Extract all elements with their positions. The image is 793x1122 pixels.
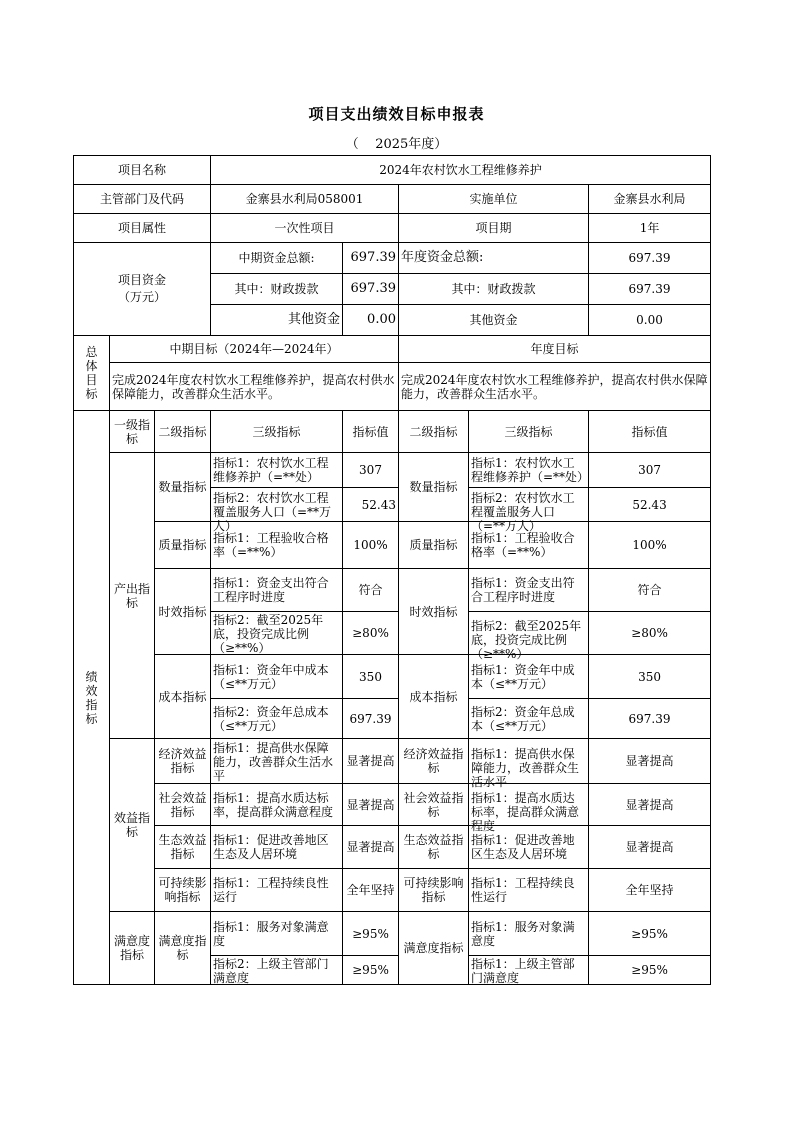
annual-indicator: 指标1：农村饮水工程维修养护（=**处）	[469, 453, 589, 488]
overall-goal-label: 总 体 目 标	[74, 336, 110, 411]
performance-form-table	[73, 155, 711, 985]
department-label: 主管部门及代码	[74, 185, 211, 214]
annual-indicator: 指标1：提高供水保障能力，改善群众生活水平	[469, 739, 589, 784]
mid-indicator: 指标1：工程验收合格率（=**%）	[211, 522, 343, 569]
annual-indicator-value: ≥95%	[589, 912, 711, 956]
header-level1: 一级指标	[110, 411, 155, 453]
mid-indicator: 指标1：提高水质达标率，提高群众满意程度	[211, 784, 343, 826]
mid-indicator-value: 显著提高	[343, 784, 399, 826]
annual-indicator: 指标2：农村饮水工程覆盖服务人口（=**万人）	[469, 488, 589, 522]
implementer-label: 实施单位	[399, 185, 589, 214]
header-level3-annual: 三级指标	[469, 411, 589, 453]
mid-fiscal-value: 697.39	[343, 274, 399, 305]
mid-indicator-value: 697.39	[343, 699, 399, 739]
annual-indicator-value: 697.39	[589, 699, 711, 739]
annual-indicator-value: 显著提高	[589, 784, 711, 826]
category-quantity: 数量指标	[155, 453, 211, 522]
mid-other-value: 0.00	[343, 305, 399, 336]
mid-indicator-value: 全年坚持	[343, 869, 399, 912]
mid-indicator-value: ≥95%	[343, 912, 399, 956]
annual-indicator: 指标1：提高水质达标率，提高群众满意程度	[469, 784, 589, 826]
annual-indicator-value: ≥95%	[589, 956, 711, 985]
category-quality-annual: 质量指标	[399, 522, 469, 569]
mid-indicator-value: ≥80%	[343, 612, 399, 655]
category-timeliness-annual: 时效指标	[399, 569, 469, 655]
annual-indicator-value: 符合	[589, 569, 711, 612]
category-economic-annual: 经济效益指标	[399, 739, 469, 784]
annual-indicator: 指标2：截至2025年底，投资完成比例（≥**%）	[469, 612, 589, 655]
category-quantity-annual: 数量指标	[399, 453, 469, 522]
satisfaction-indicator-label: 满意度指标	[110, 912, 155, 985]
mid-indicator-value: 100%	[343, 522, 399, 569]
mid-indicator: 指标1：服务对象满意度	[211, 912, 343, 956]
department-value: 金寨县水利局058001	[211, 185, 399, 214]
mid-indicator: 指标2：农村饮水工程覆盖服务人口（=**万人）	[211, 488, 343, 522]
category-sustainable-annual: 可持续影响指标	[399, 869, 469, 912]
annual-goal-text: 完成2024年度农村饮水工程维修养护，提高农村供水保障能力，改善群众生活水平。	[399, 363, 711, 411]
funds-label: 项目资金 （万元）	[74, 243, 211, 336]
output-indicator-label: 产出指标	[110, 453, 155, 739]
header-value: 指标值	[343, 411, 399, 453]
mid-indicator-value: 307	[343, 453, 399, 488]
effect-indicator-label: 效益指标	[110, 739, 155, 912]
category-satisfaction-annual: 满意度指标	[399, 912, 469, 985]
header-level2: 二级指标	[155, 411, 211, 453]
mid-indicator-value: 52.43	[343, 488, 399, 522]
project-attribute-value: 一次性项目	[211, 214, 399, 243]
mid-indicator: 指标2：截至2025年底，投资完成比例（≥**%）	[211, 612, 343, 655]
annual-indicator: 指标1：促进改善地区生态及人居环境	[469, 826, 589, 869]
category-ecological-annual: 生态效益指标	[399, 826, 469, 869]
annual-indicator-value: 350	[589, 655, 711, 699]
project-period-label: 项目期	[399, 214, 589, 243]
annual-indicator: 指标2：资金年总成本（≤**万元）	[469, 699, 589, 739]
mid-indicator: 指标1：工程持续良性运行	[211, 869, 343, 912]
annual-indicator-value: 100%	[589, 522, 711, 569]
annual-indicator: 指标1：服务对象满意度	[469, 912, 589, 956]
annual-goal-header: 年度目标	[399, 336, 711, 363]
annual-indicator-value: 全年坚持	[589, 869, 711, 912]
annual-indicator: 指标1：资金支出符合工程序时进度	[469, 569, 589, 612]
mid-total-label: 中期资金总额:	[211, 243, 343, 274]
header-level2-annual: 二级指标	[399, 411, 469, 453]
mid-goal-header: 中期目标（2024年—2024年）	[110, 336, 399, 363]
category-sustainable: 可持续影响指标	[155, 869, 211, 912]
annual-other-value: 0.00	[589, 305, 711, 336]
header-value-annual: 指标值	[589, 411, 711, 453]
mid-indicator: 指标1：促进改善地区生态及人居环境	[211, 826, 343, 869]
annual-other-label: 其他资金	[399, 305, 589, 336]
category-social-annual: 社会效益指标	[399, 784, 469, 826]
mid-fiscal-label: 其中：财政拨款	[211, 274, 343, 305]
annual-indicator: 指标1：上级主管部门满意度	[469, 956, 589, 985]
project-name-label: 项目名称	[74, 156, 211, 185]
annual-indicator: 指标1：资金年中成本（≤**万元）	[469, 655, 589, 699]
form-title: 项目支出绩效目标申报表	[308, 105, 485, 123]
category-ecological: 生态效益指标	[155, 826, 211, 869]
annual-indicator-value: ≥80%	[589, 612, 711, 655]
category-satisfaction: 满意度指标	[155, 912, 211, 985]
form-year: （ 2025年度）	[345, 137, 448, 152]
mid-indicator: 指标1：资金年中成本（≤**万元）	[211, 655, 343, 699]
mid-total-value: 697.39	[343, 243, 399, 274]
annual-fiscal-label: 其中：财政拨款	[399, 274, 589, 305]
annual-total-value: 697.39	[589, 243, 711, 274]
mid-indicator: 指标1：农村饮水工程维修养护（=**处）	[211, 453, 343, 488]
project-attribute-label: 项目属性	[74, 214, 211, 243]
annual-indicator-value: 显著提高	[589, 826, 711, 869]
project-period-value: 1年	[589, 214, 711, 243]
mid-indicator: 指标2：上级主管部门满意度	[211, 956, 343, 985]
annual-indicator-value: 显著提高	[589, 739, 711, 784]
implementer-value: 金寨县水利局	[589, 185, 711, 214]
mid-indicator-value: 显著提高	[343, 739, 399, 784]
mid-other-label: 其他资金	[211, 305, 343, 336]
annual-fiscal-value: 697.39	[589, 274, 711, 305]
category-social: 社会效益指标	[155, 784, 211, 826]
mid-indicator: 指标2：资金年总成本（≤**万元）	[211, 699, 343, 739]
mid-indicator-value: ≥95%	[343, 956, 399, 985]
mid-goal-text: 完成2024年度农村饮水工程维修养护，提高农村供水保障能力，改善群众生活水平。	[110, 363, 399, 411]
annual-indicator: 指标1：工程持续良性运行	[469, 869, 589, 912]
category-quality: 质量指标	[155, 522, 211, 569]
mid-indicator-value: 显著提高	[343, 826, 399, 869]
category-cost: 成本指标	[155, 655, 211, 739]
annual-total-label: 年度资金总额:	[399, 243, 589, 274]
mid-indicator: 指标1：提高供水保障能力，改善群众生活水平	[211, 739, 343, 784]
annual-indicator: 指标1：工程验收合格率（=**%）	[469, 522, 589, 569]
performance-indicators-label: 绩 效 指 标	[74, 411, 110, 985]
annual-indicator-value: 52.43	[589, 488, 711, 522]
annual-indicator-value: 307	[589, 453, 711, 488]
project-name-value: 2024年农村饮水工程维修养护	[211, 156, 711, 185]
header-level3: 三级指标	[211, 411, 343, 453]
mid-indicator: 指标1：资金支出符合工程序时进度	[211, 569, 343, 612]
category-cost-annual: 成本指标	[399, 655, 469, 739]
mid-indicator-value: 符合	[343, 569, 399, 612]
category-timeliness: 时效指标	[155, 569, 211, 655]
category-economic: 经济效益指标	[155, 739, 211, 784]
mid-indicator-value: 350	[343, 655, 399, 699]
